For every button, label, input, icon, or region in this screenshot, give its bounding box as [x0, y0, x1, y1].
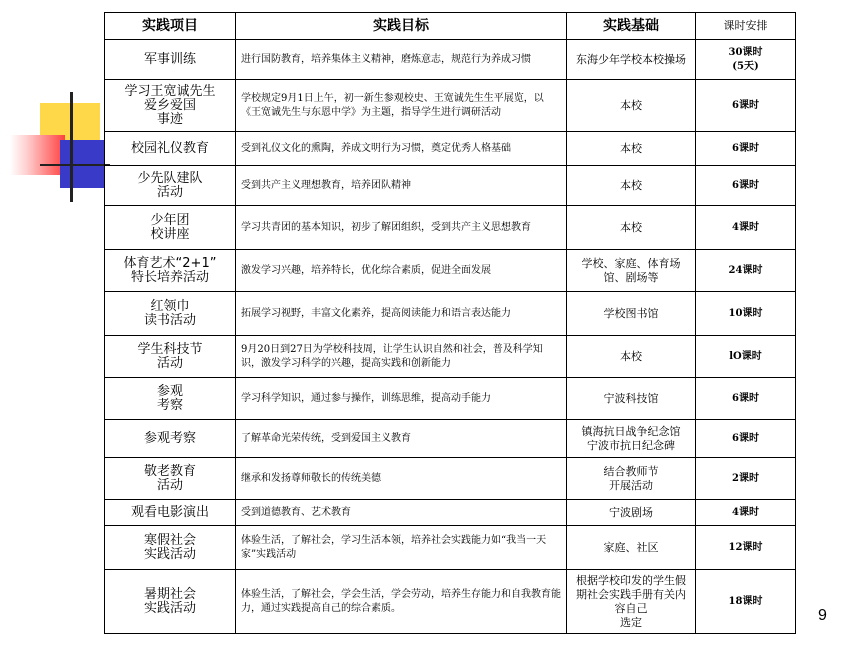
header-goal: 实践目标: [236, 13, 567, 40]
decor-vertical-line: [70, 92, 73, 202]
goal-cell: 学校规定9月1日上午，初一新生参观校史、王宽诚先生生平展览，以《王宽诚先生与东恩中学》为主题，指导学生进行调研活动: [236, 80, 567, 132]
goal-cell: 受到礼仪文化的熏陶，养成文明行为习惯，奠定优秀人格基础: [236, 132, 567, 166]
goal-cell: 学习科学知识，通过参与操作，训练思维，提高动手能力: [236, 378, 567, 420]
base-cell: 家庭、社区: [567, 526, 696, 570]
base-cell: 本校: [567, 166, 696, 206]
page-number: 9: [818, 607, 827, 624]
hours-cell: 2课时: [696, 458, 796, 500]
table-row: [105, 336, 796, 378]
base-cell: 学校、家庭、体育场馆、剧场等: [567, 250, 696, 292]
table-row: [105, 458, 796, 500]
item-cell: 学生科技节 活动: [105, 336, 236, 378]
item-cell: 少先队建队 活动: [105, 166, 236, 206]
base-cell: 本校: [567, 336, 696, 378]
item-cell: 少年团 校讲座: [105, 206, 236, 250]
table-row: [105, 206, 796, 250]
hours-cell: 30课时 (5天): [696, 40, 796, 80]
goal-cell: 受到道德教育、艺术教育: [236, 500, 567, 526]
item-cell: 寒假社会 实践活动: [105, 526, 236, 570]
table-row: [105, 378, 796, 420]
goal-cell: 拓展学习视野，丰富文化素养，提高阅读能力和语言表达能力: [236, 292, 567, 336]
table-header-row: [105, 13, 796, 40]
goal-cell: 了解革命光荣传统，受到爱国主义教育: [236, 420, 567, 458]
practice-schedule-table: [104, 12, 796, 634]
item-cell: 体育艺术“2+1” 特长培养活动: [105, 250, 236, 292]
hours-cell: 6课时: [696, 378, 796, 420]
table-row: [105, 250, 796, 292]
table-row: [105, 40, 796, 80]
decor-horizontal-line: [40, 164, 110, 166]
base-cell: 本校: [567, 80, 696, 132]
base-cell: 本校: [567, 132, 696, 166]
base-cell: 根据学校印发的学生假期社会实践手册有关内容自己 选定: [567, 570, 696, 634]
item-cell: 学习王宽诚先生 爱乡爱国 事迹: [105, 80, 236, 132]
hours-cell: 18课时: [696, 570, 796, 634]
goal-cell: 学习共青团的基本知识，初步了解团组织，受到共产主义思想教育: [236, 206, 567, 250]
base-cell: 镇海抗日战争纪念馆 宁波市抗日纪念碑: [567, 420, 696, 458]
table-row: [105, 500, 796, 526]
item-cell: 校园礼仪教育: [105, 132, 236, 166]
table-row: [105, 570, 796, 634]
goal-cell: 进行国防教育，培养集体主义精神，磨炼意志，规范行为养成习惯: [236, 40, 567, 80]
goal-cell: 体验生活，了解社会，学会生活，学会劳动，培养生存能力和自我教育能力，通过实践提高自己的综合素质。: [236, 570, 567, 634]
base-cell: 本校: [567, 206, 696, 250]
item-cell: 参观 考察: [105, 378, 236, 420]
table-row: [105, 166, 796, 206]
hours-cell: 6课时: [696, 80, 796, 132]
goal-cell: 体验生活，了解社会，学习生活本领，培养社会实践能力如“我当一天家”实践活动: [236, 526, 567, 570]
hours-cell: lO课时: [696, 336, 796, 378]
base-cell: 东海少年学校本校操场: [567, 40, 696, 80]
goal-cell: 激发学习兴趣，培养特长，优化综合素质，促进全面发展: [236, 250, 567, 292]
header-base: 实践基础: [567, 13, 696, 40]
header-hours: 课时安排: [696, 13, 796, 40]
base-cell: 结合教师节 开展活动: [567, 458, 696, 500]
goal-cell: 9月20日到27日为学校科技周，让学生认识自然和社会，普及科学知识，激发学习科学的兴趣，提高实践和创新能力: [236, 336, 567, 378]
base-cell: 学校图书馆: [567, 292, 696, 336]
hours-cell: 12课时: [696, 526, 796, 570]
header-item: 实践项目: [105, 13, 236, 40]
table-row: [105, 132, 796, 166]
item-cell: 暑期社会 实践活动: [105, 570, 236, 634]
goal-cell: 受到共产主义理想教育，培养团队精神: [236, 166, 567, 206]
base-cell: 宁波剧场: [567, 500, 696, 526]
item-cell: 观看电影演出: [105, 500, 236, 526]
hours-cell: 24课时: [696, 250, 796, 292]
item-cell: 红领巾 读书活动: [105, 292, 236, 336]
item-cell: 敬老教育 活动: [105, 458, 236, 500]
table-row: [105, 526, 796, 570]
goal-cell: 继承和发扬尊师敬长的传统美德: [236, 458, 567, 500]
table-row: [105, 420, 796, 458]
hours-cell: 6课时: [696, 420, 796, 458]
hours-cell: 10课时: [696, 292, 796, 336]
item-cell: 军事训练: [105, 40, 236, 80]
table-row: [105, 80, 796, 132]
hours-cell: 4课时: [696, 206, 796, 250]
hours-cell: 6课时: [696, 166, 796, 206]
hours-cell: 4课时: [696, 500, 796, 526]
item-cell: 参观考察: [105, 420, 236, 458]
base-cell: 宁波科技馆: [567, 378, 696, 420]
decor-red-gradient-bar: [10, 135, 65, 175]
table-row: [105, 292, 796, 336]
hours-cell: 6课时: [696, 132, 796, 166]
